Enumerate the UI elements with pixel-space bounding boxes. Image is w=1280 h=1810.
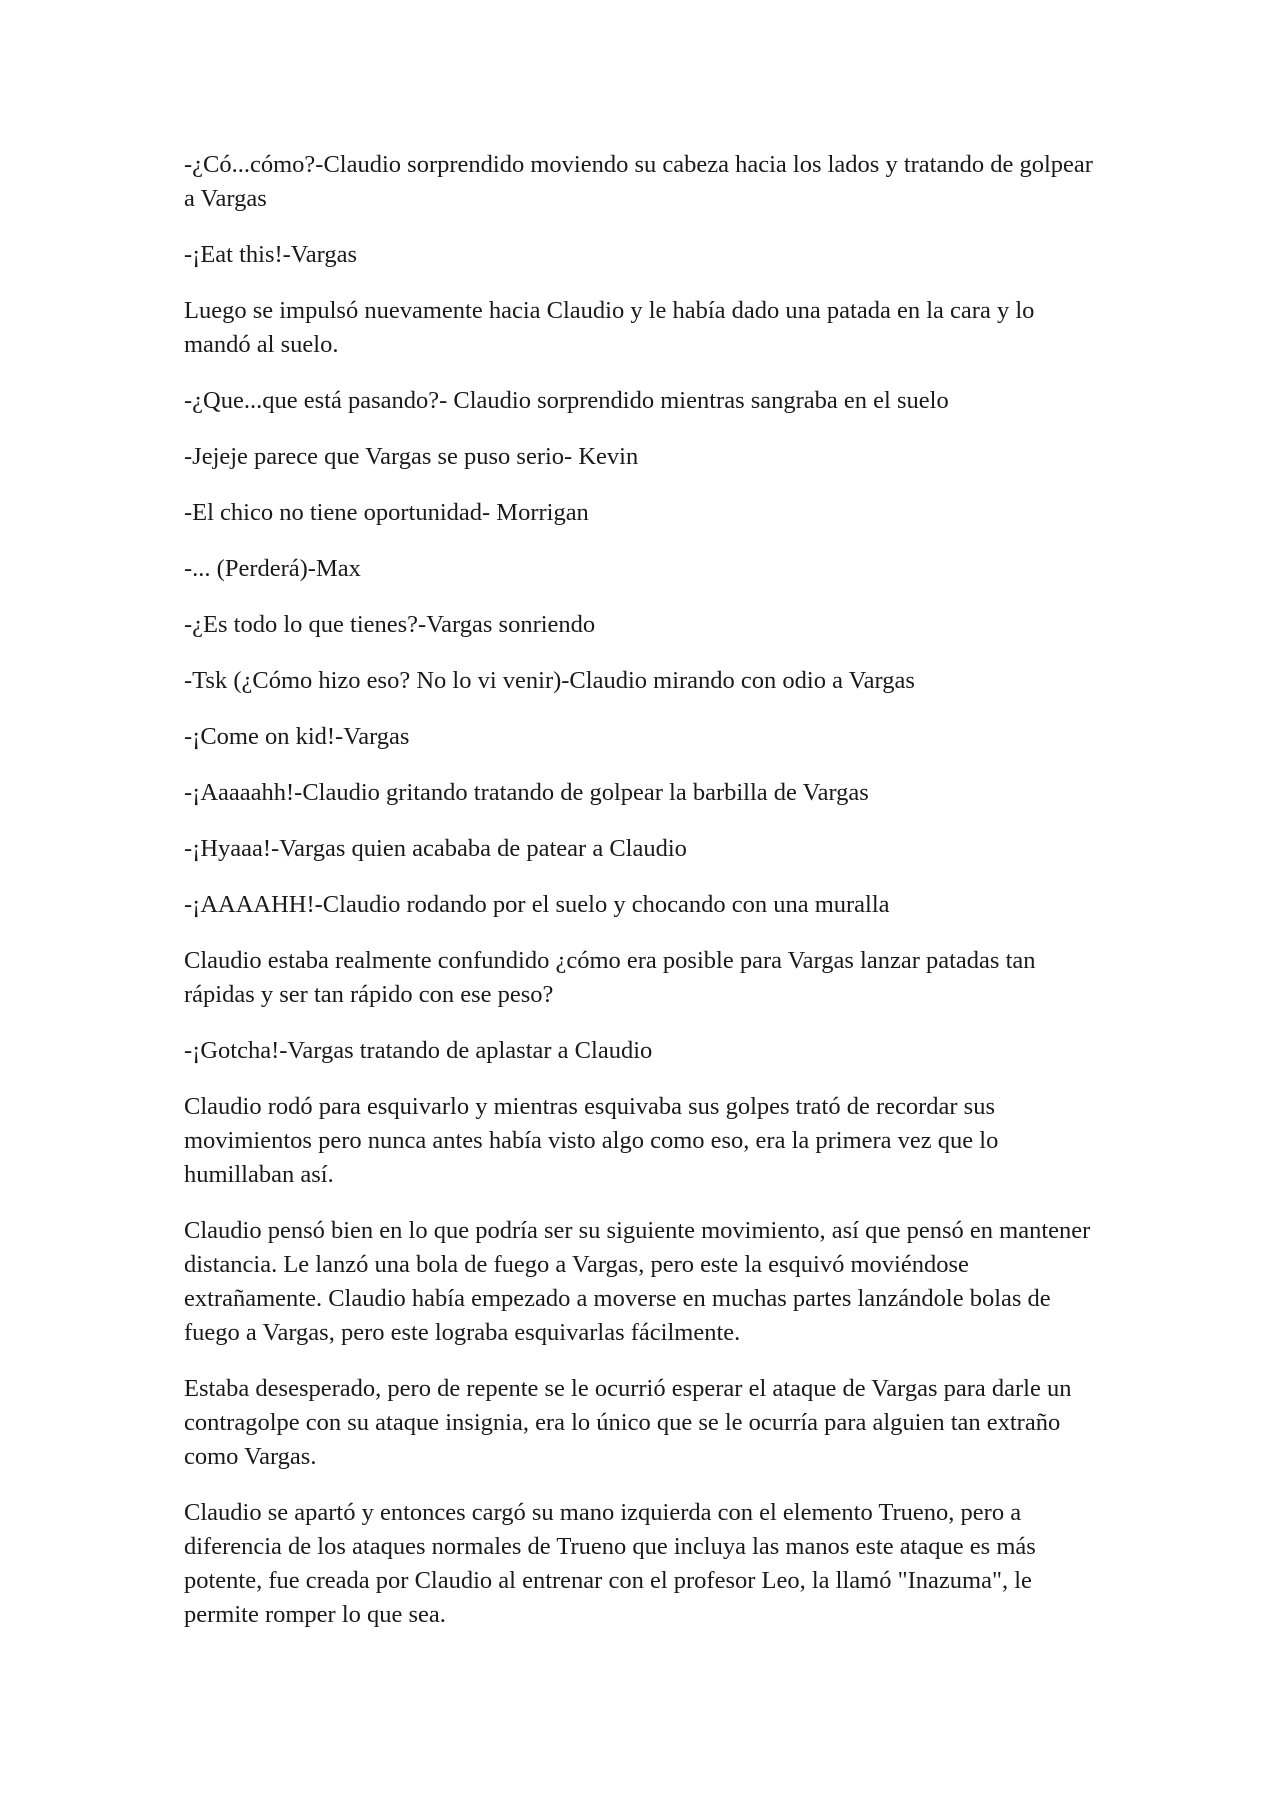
paragraph: -El chico no tiene oportunidad- Morrigan bbox=[184, 499, 589, 526]
paragraph: -¡Hyaaa!-Vargas quien acababa de patear a Claudio bbox=[184, 835, 687, 862]
paragraph: Claudio se apartó y entonces cargó su mano izquierda con el elemento Trueno, pero a diferencia de los ataques normales de Trueno que incluya las manos este ataque es más potente, fue creada por Claudio al entrenar con el profesor Leo, la llamó "Inazuma", le permite romper lo que sea. bbox=[184, 1499, 1036, 1628]
paragraph: -¡Aaaaahh!-Claudio gritando tratando de golpear la barbilla de Vargas bbox=[184, 779, 869, 806]
paragraph: -Tsk (¿Cómo hizo eso? No lo vi venir)-Claudio mirando con odio a Vargas bbox=[184, 667, 915, 694]
paragraph: -¡AAAAHH!-Claudio rodando por el suelo y chocando con una muralla bbox=[184, 891, 890, 918]
paragraph: -Jejeje parece que Vargas se puso serio- Kevin bbox=[184, 443, 639, 470]
paragraph: Claudio pensó bien en lo que podría ser su siguiente movimiento, así que pensó en mantener distancia. Le lanzó una bola de fuego a Vargas, pero este la esquivó moviéndose extrañamente. Claudio había empezado a moverse en muchas partes lanzándole bolas de fuego a Vargas, pero este lograba esquivarlas fácilmente. bbox=[184, 1217, 1091, 1346]
paragraph: -¡Eat this!-Vargas bbox=[184, 241, 358, 268]
document-body bbox=[184, 148, 1104, 1654]
paragraph: Estaba desesperado, pero de repente se le ocurrió esperar el ataque de Vargas para darle un contragolpe con su ataque insignia, era lo único que se le ocurría para alguien tan extraño como Vargas. bbox=[184, 1375, 1072, 1470]
paragraph: -¡Gotcha!-Vargas tratando de aplastar a Claudio bbox=[184, 1037, 653, 1064]
paragraph: -¿Có...cómo?-Claudio sorprendido moviendo su cabeza hacia los lados y tratando de golpear a Vargas bbox=[184, 151, 1093, 212]
paragraph: Claudio estaba realmente confundido ¿cómo era posible para Vargas lanzar patadas tan rápidas y ser tan rápido con ese peso? bbox=[184, 947, 1036, 1008]
paragraph: -... (Perderá)-Max bbox=[184, 555, 361, 582]
paragraph: -¡Come on kid!-Vargas bbox=[184, 723, 410, 750]
paragraph: -¿Es todo lo que tienes?-Vargas sonriendo bbox=[184, 611, 596, 638]
paragraph: Luego se impulsó nuevamente hacia Claudio y le había dado una patada en la cara y lo mandó al suelo. bbox=[184, 297, 1035, 358]
paragraph: -¿Que...que está pasando?- Claudio sorprendido mientras sangraba en el suelo bbox=[184, 387, 949, 414]
paragraph: Claudio rodó para esquivarlo y mientras esquivaba sus golpes trató de recordar sus movimientos pero nunca antes había visto algo como eso, era la primera vez que lo humillaban así. bbox=[184, 1093, 999, 1188]
